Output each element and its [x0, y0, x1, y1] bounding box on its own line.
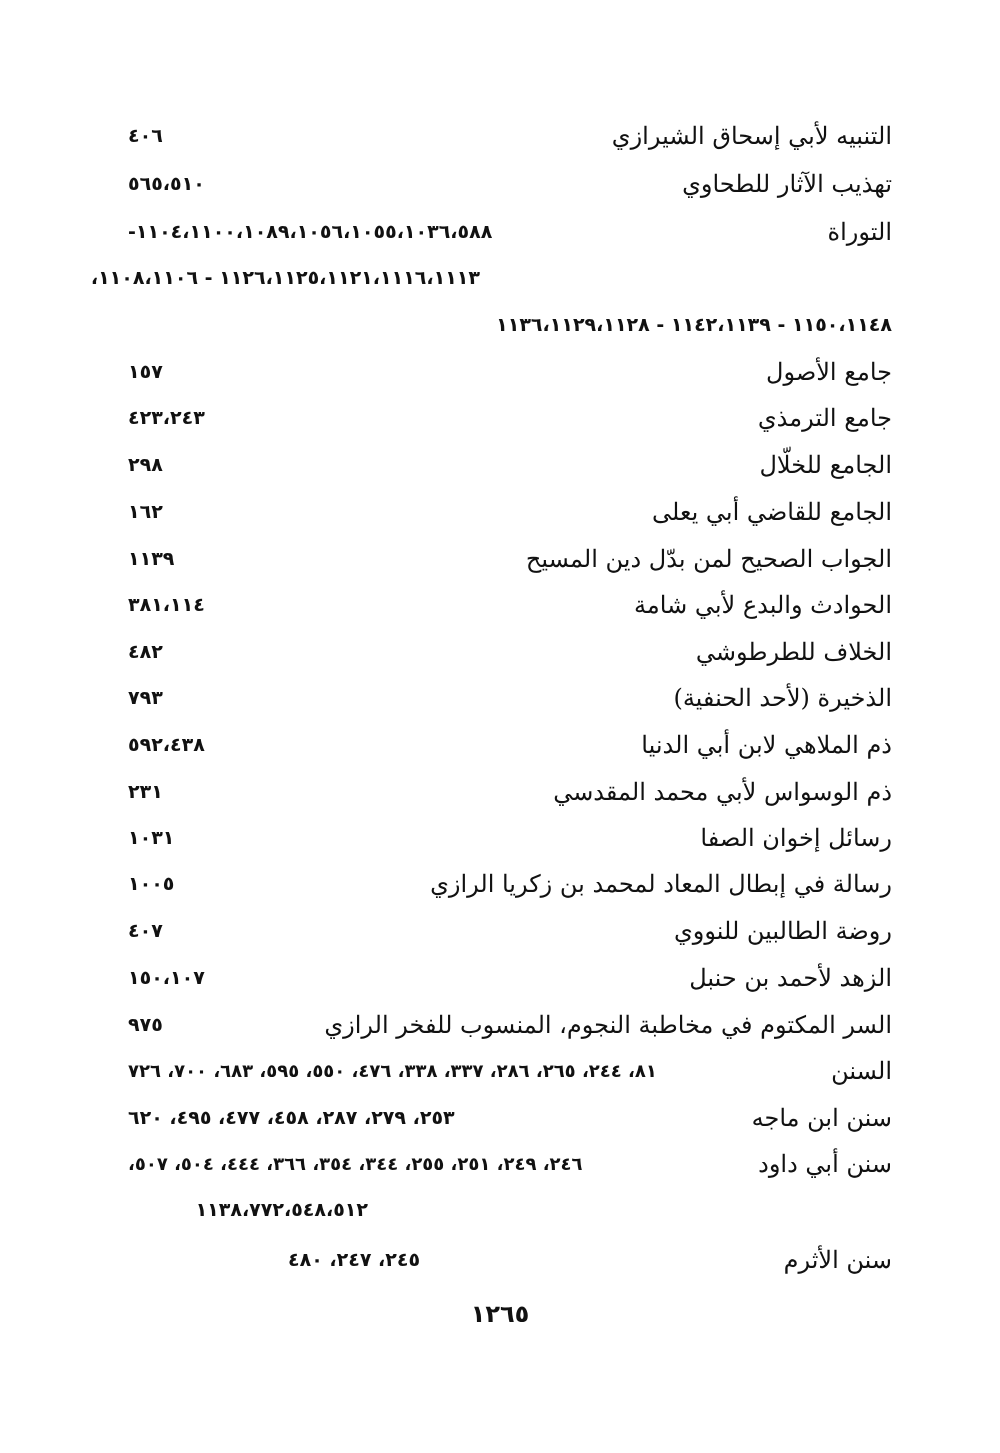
entry-pages: ٨١، ٢٤٤، ٢٦٥، ٢٨٦، ٣٣٧، ٣٣٨، ٤٧٦، ٥٥٠، ٥٩٥، ٦٨٣، ٧٠٠، ٧٢٦ [128, 1060, 657, 1082]
entry-title: الجامع للقاضي أبي يعلى [652, 498, 892, 526]
entry-title: الجواب الصحيح لمن بدّل دين المسيح [525, 545, 892, 573]
index-entry [128, 1144, 892, 1184]
index-entry [128, 539, 892, 579]
entry-title: التنبيه لأبي إسحاق الشيرازي [611, 122, 892, 150]
entry-title: رسالة في إبطال المعاد لمحمد بن زكريا الرازي [430, 870, 892, 898]
entry-pages: ١١٠٤،١١٠٠،١٠٨٩،١٠٥٦،١٠٥٥،١٠٣٦،٥٨٨- [128, 221, 493, 243]
index-entry [128, 492, 892, 532]
index-entry [128, 1240, 892, 1280]
entry-pages: ١١٢٦،١١٢٥،١١٢١،١١١٦،١١١٣ - ١١٠٨،١١٠٦، [90, 267, 480, 289]
entry-title: روضة الطالبين للنووي [673, 917, 892, 945]
index-entry [128, 678, 892, 718]
index-entry [128, 164, 892, 204]
entry-title: الحوادث والبدع لأبي شامة [634, 591, 892, 619]
entry-title: ذم الوسواس لأبي محمد المقدسي [553, 778, 892, 806]
index-entry [128, 352, 892, 392]
entry-title: جامع الترمذي [757, 404, 892, 432]
entry-title: الزهد لأحمد بن حنبل [689, 964, 892, 992]
index-entry [128, 725, 892, 765]
entry-title: الذخيرة (لأحد الحنفية) [673, 684, 892, 712]
entry-title: التوراة [827, 218, 892, 246]
entry-continuation [90, 258, 480, 298]
entry-pages: ١٠٣١ [128, 827, 175, 849]
entry-title: السنن [831, 1057, 892, 1085]
index-entry [128, 445, 892, 485]
index-entry [128, 818, 892, 858]
entry-pages: ٤٠٧ [128, 920, 163, 942]
index-entry [128, 1051, 892, 1091]
entry-pages: ٥٩٢،٤٣٨ [128, 734, 205, 756]
entry-pages: ١١٣٨،٧٧٢،٥٤٨،٥١٢ [195, 1199, 368, 1221]
entry-pages: ٩٧٥ [128, 1014, 163, 1036]
index-entry [128, 772, 892, 812]
index-entry [128, 212, 892, 252]
entry-pages: ١٥٠،١٠٧ [128, 967, 205, 989]
entry-continuation [128, 305, 892, 345]
index-entry [128, 1005, 892, 1045]
entry-pages: ١٠٠٥ [128, 873, 175, 895]
entry-title: رسائل إخوان الصفا [700, 824, 892, 852]
entry-pages: ٢٩٨ [128, 454, 163, 476]
index-entry [128, 911, 892, 951]
entry-pages: ٢٣١ [128, 781, 163, 803]
entry-pages: ١٦٢ [128, 501, 163, 523]
entry-title: ذم الملاهي لابن أبي الدنيا [641, 731, 892, 759]
entry-title: السر المكتوم في مخاطبة النجوم، المنسوب للفخر الرازي [324, 1011, 892, 1039]
entry-title: سنن أبي داود [758, 1150, 892, 1178]
entry-title: الجامع للخلّال [759, 451, 892, 479]
entry-pages: ٧٩٣ [128, 687, 163, 709]
entry-pages: ٢٤٦، ٢٤٩، ٢٥١، ٢٥٥، ٣٤٤، ٣٥٤، ٣٦٦، ٤٤٤، ٥٠٤، ٥٠٧، [128, 1153, 583, 1175]
entry-title: سنن ابن ماجه [751, 1104, 892, 1132]
page-number: ١٢٦٥ [470, 1300, 530, 1328]
entry-pages: ٣٨١،١١٤ [128, 594, 205, 616]
index-entry [128, 958, 892, 998]
entry-pages: ٢٤٥، ٢٤٧، ٤٨٠ [288, 1249, 421, 1271]
entry-pages: ١١٣٩ [128, 548, 175, 570]
entry-title: الخلاف للطرطوشي [695, 638, 892, 666]
entry-pages: ١٥٧ [128, 361, 163, 383]
entry-title: سنن الأثرم [783, 1246, 892, 1274]
index-entry [128, 585, 892, 625]
entry-pages: ٤٨٢ [128, 641, 163, 663]
index-entry [128, 116, 892, 156]
index-entry [128, 632, 892, 672]
entry-pages: ٢٥٣، ٢٧٩، ٢٨٧، ٤٥٨، ٤٧٧، ٤٩٥، ٦٢٠ [128, 1107, 455, 1129]
entry-pages: ٤٠٦ [128, 125, 163, 147]
entry-pages: ٤٢٣،٢٤٣ [128, 407, 205, 429]
entry-title: تهذيب الآثار للطحاوي [682, 170, 892, 198]
index-entry [128, 864, 892, 904]
entry-continuation [128, 1190, 368, 1230]
index-entry [128, 398, 892, 438]
entry-pages: ٥٦٥،٥١٠ [128, 173, 205, 195]
entry-pages: ١١٥٠،١١٤٨ - ١١٤٢،١١٣٩ - ١١٣٦،١١٢٩،١١٢٨ [496, 314, 892, 336]
index-entry [128, 1098, 892, 1138]
entry-title: جامع الأصول [766, 358, 892, 386]
